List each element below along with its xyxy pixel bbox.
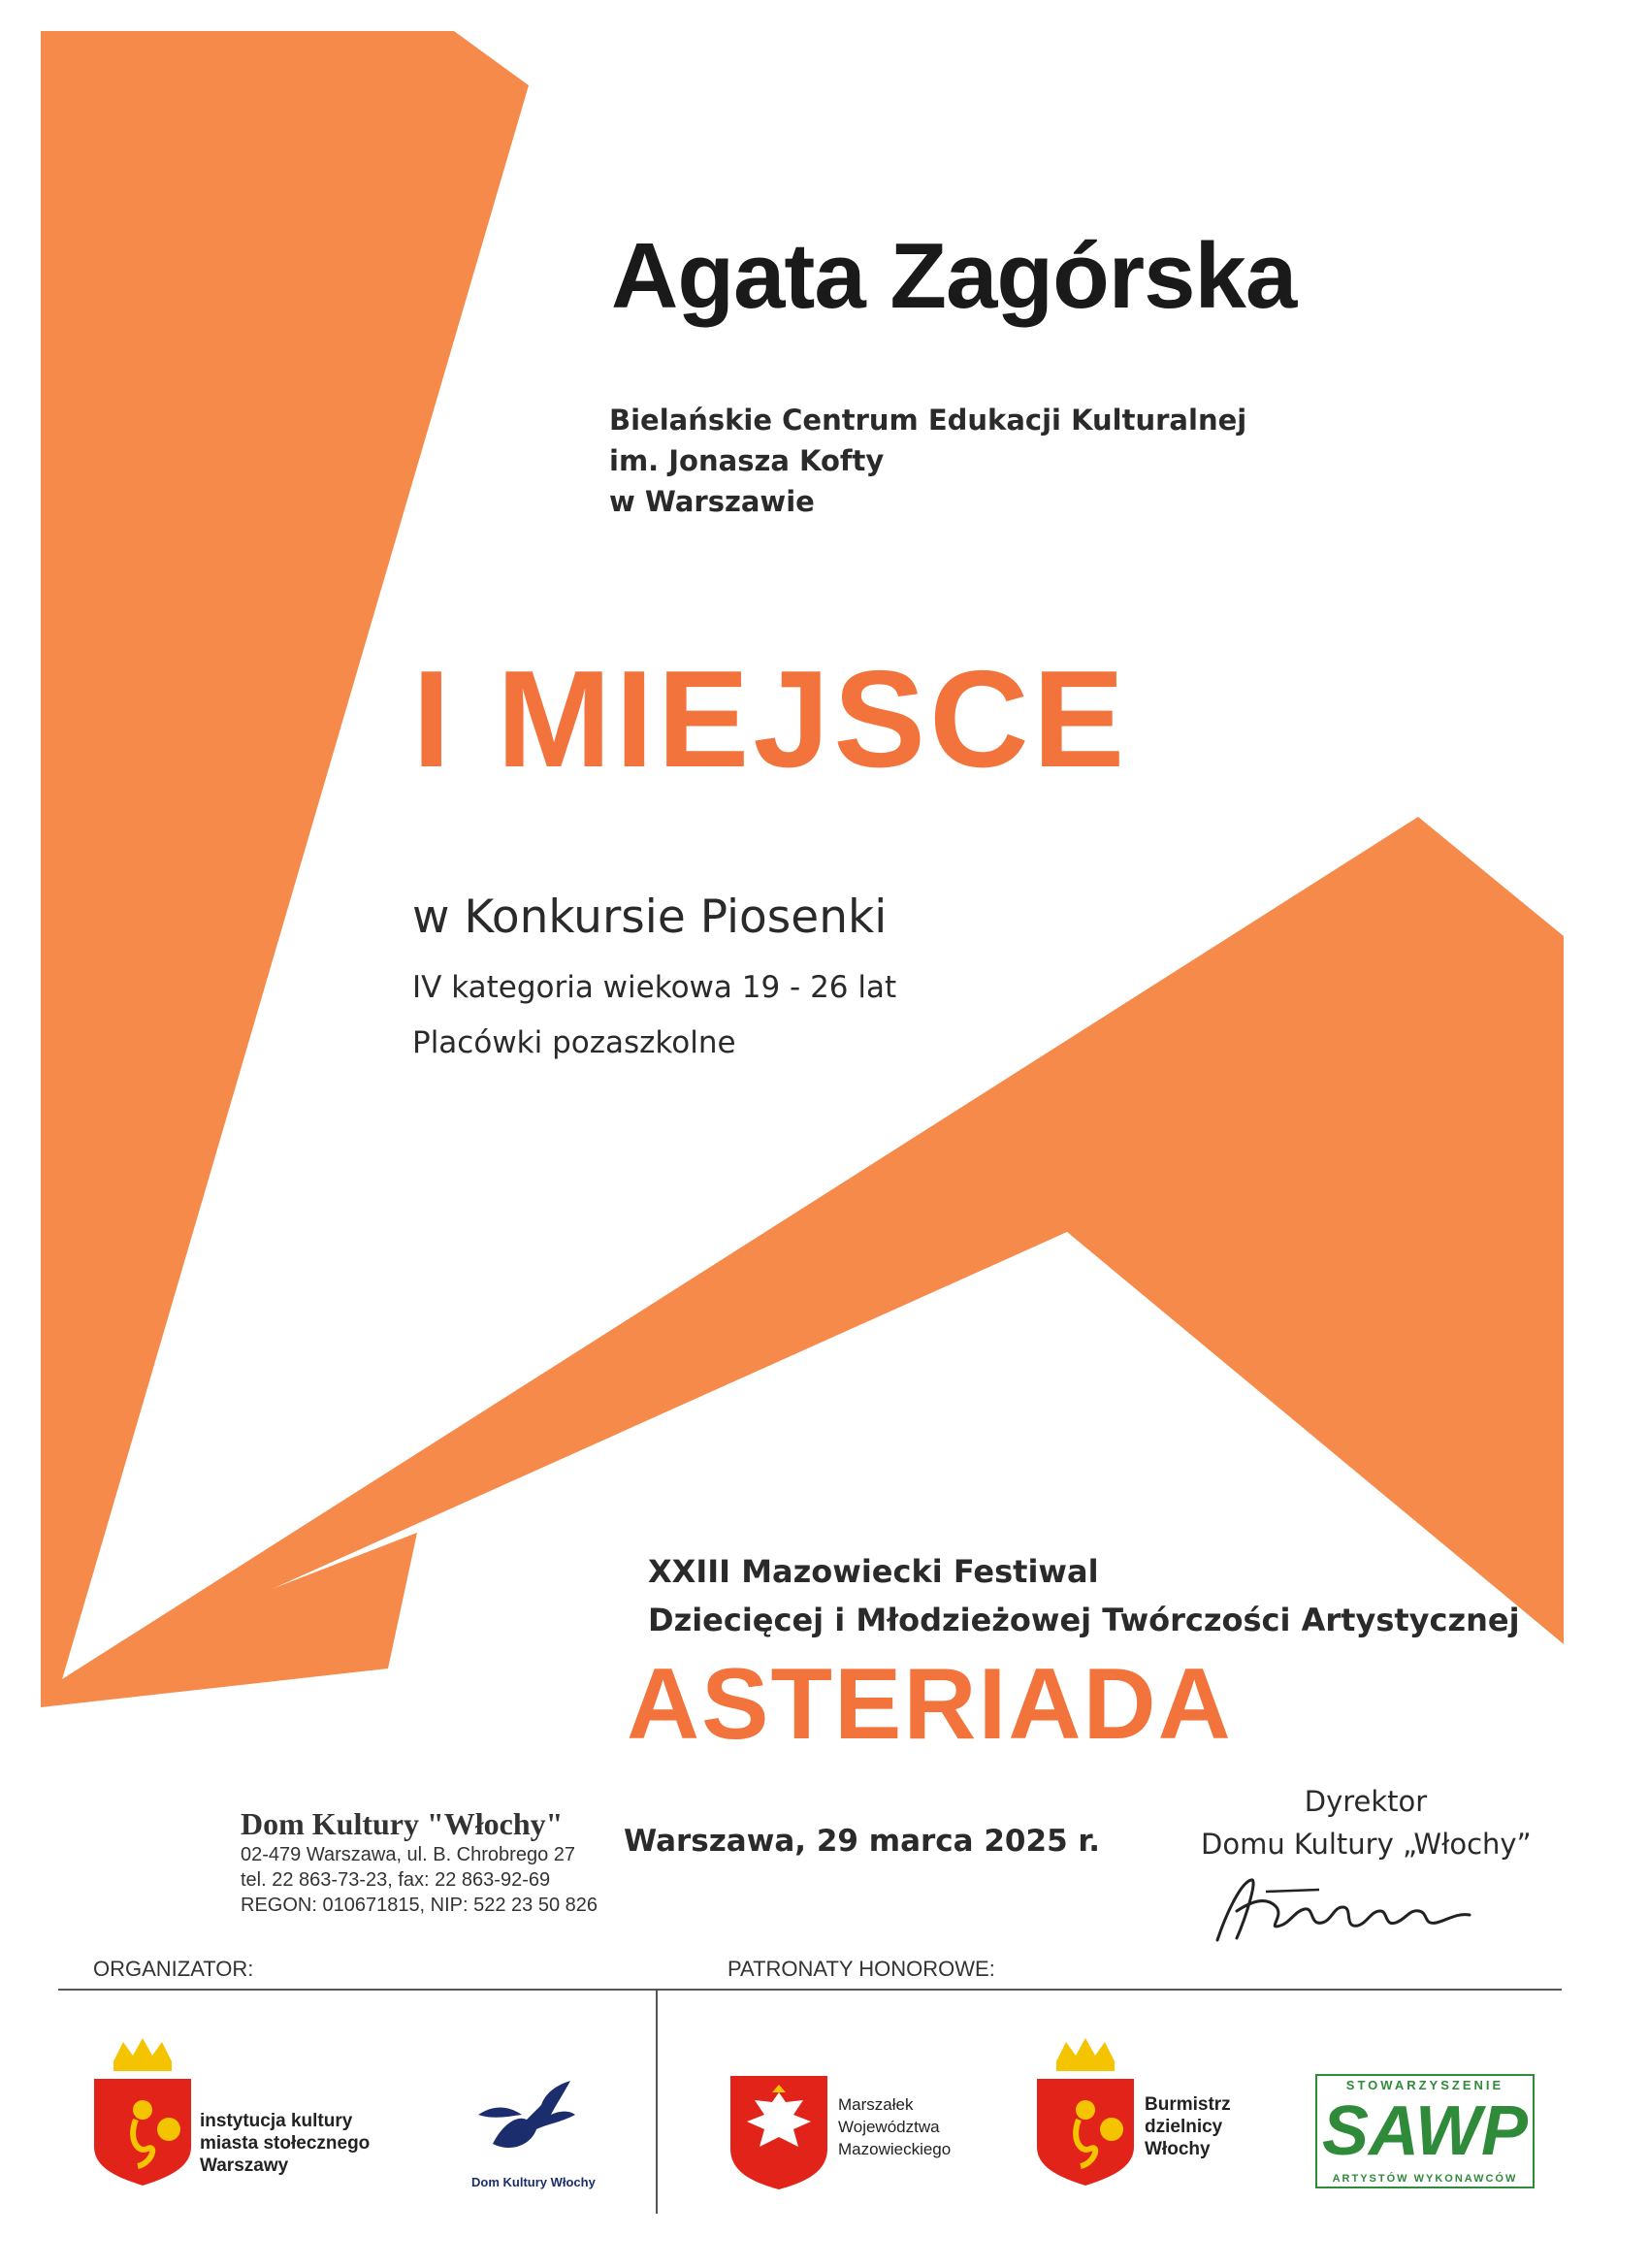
burmistrz-text-line: Burmistrz bbox=[1145, 2094, 1231, 2115]
award-place: I MIEJSCE bbox=[412, 642, 1129, 796]
mazowsze-text-line: Marszałek bbox=[838, 2095, 914, 2114]
sawp-logo bbox=[1315, 2074, 1535, 2188]
patrons-label: PATRONATY HONOROWE: bbox=[728, 1957, 995, 1981]
warsaw-coat-of-arms-icon bbox=[89, 2032, 196, 2187]
festival-line: XXIII Mazowiecki Festiwal bbox=[648, 1553, 1099, 1590]
footer-vertical-divider bbox=[656, 1991, 658, 2214]
organizer-label: ORGANIZATOR: bbox=[93, 1957, 254, 1981]
award-category: IV kategoria wiekowa 19 - 26 lat bbox=[412, 970, 897, 1005]
burmistrz-text-line: dzielnicy bbox=[1145, 2117, 1223, 2137]
stamp-ids: REGON: 010671815, NIP: 522 23 50 826 bbox=[241, 1895, 598, 1916]
wlochy-coat-of-arms-icon bbox=[1032, 2032, 1139, 2187]
award-contest: w Konkursie Piosenki bbox=[412, 891, 888, 944]
issue-date: Warszawa, 29 marca 2025 r. bbox=[624, 1824, 1101, 1859]
signature-image bbox=[1208, 1872, 1499, 1950]
warsaw-text-line: miasta stołecznego bbox=[200, 2133, 371, 2154]
institution-line: w Warszawie bbox=[609, 485, 815, 518]
director-line: Domu Kultury „Włochy” bbox=[1201, 1828, 1532, 1861]
burmistrz-logo-text bbox=[1145, 2093, 1231, 2160]
festival-title bbox=[648, 1547, 1520, 1644]
mazowsze-eagle-icon bbox=[726, 2071, 832, 2192]
warsaw-text-line: Warszawy bbox=[200, 2155, 289, 2176]
stamp-phone: tel. 22 863-73-23, fax: 22 863-92-69 bbox=[241, 1869, 551, 1891]
recipient-name: Agata Zagórska bbox=[611, 224, 1297, 328]
sawp-main-text: SAWP bbox=[1321, 2092, 1529, 2170]
footer-divider bbox=[58, 1989, 1562, 1991]
director-title bbox=[1201, 1780, 1531, 1865]
institution-line: im. Jonasza Kofty bbox=[609, 444, 885, 477]
organizer-stamp bbox=[239, 1806, 598, 1918]
stamp-address: 02-479 Warszawa, ul. B. Chrobrego 27 bbox=[241, 1844, 575, 1865]
mazowsze-logo-text bbox=[838, 2093, 951, 2160]
warsaw-logo-text bbox=[200, 2110, 370, 2177]
dk-wlochy-logo-text: Dom Kultury Włochy bbox=[471, 2175, 596, 2189]
festival-line: Dziecięcej i Młodzieżowej Twórczości Artystycznej bbox=[648, 1602, 1520, 1638]
award-group: Placówki pozaszkolne bbox=[412, 1025, 736, 1060]
pegasus-icon bbox=[473, 2076, 580, 2163]
institution-block bbox=[609, 400, 1246, 522]
festival-name: ASTERIADA bbox=[627, 1648, 1233, 1761]
institution-line: Bielańskie Centrum Edukacji Kulturalnej bbox=[609, 404, 1247, 437]
director-line: Dyrektor bbox=[1304, 1785, 1428, 1818]
sawp-top-text: STOWARZYSZENIE bbox=[1345, 2078, 1504, 2092]
sawp-bottom-text: ARTYSTÓW WYKONAWCÓW bbox=[1332, 2173, 1518, 2185]
burmistrz-text-line: Włochy bbox=[1145, 2139, 1211, 2159]
warsaw-text-line: instytucja kultury bbox=[200, 2111, 353, 2131]
mazowsze-text-line: Mazowieckiego bbox=[838, 2140, 952, 2158]
stamp-name: Dom Kultury "Włochy" bbox=[241, 1806, 564, 1841]
mazowsze-text-line: Województwa bbox=[838, 2118, 940, 2136]
